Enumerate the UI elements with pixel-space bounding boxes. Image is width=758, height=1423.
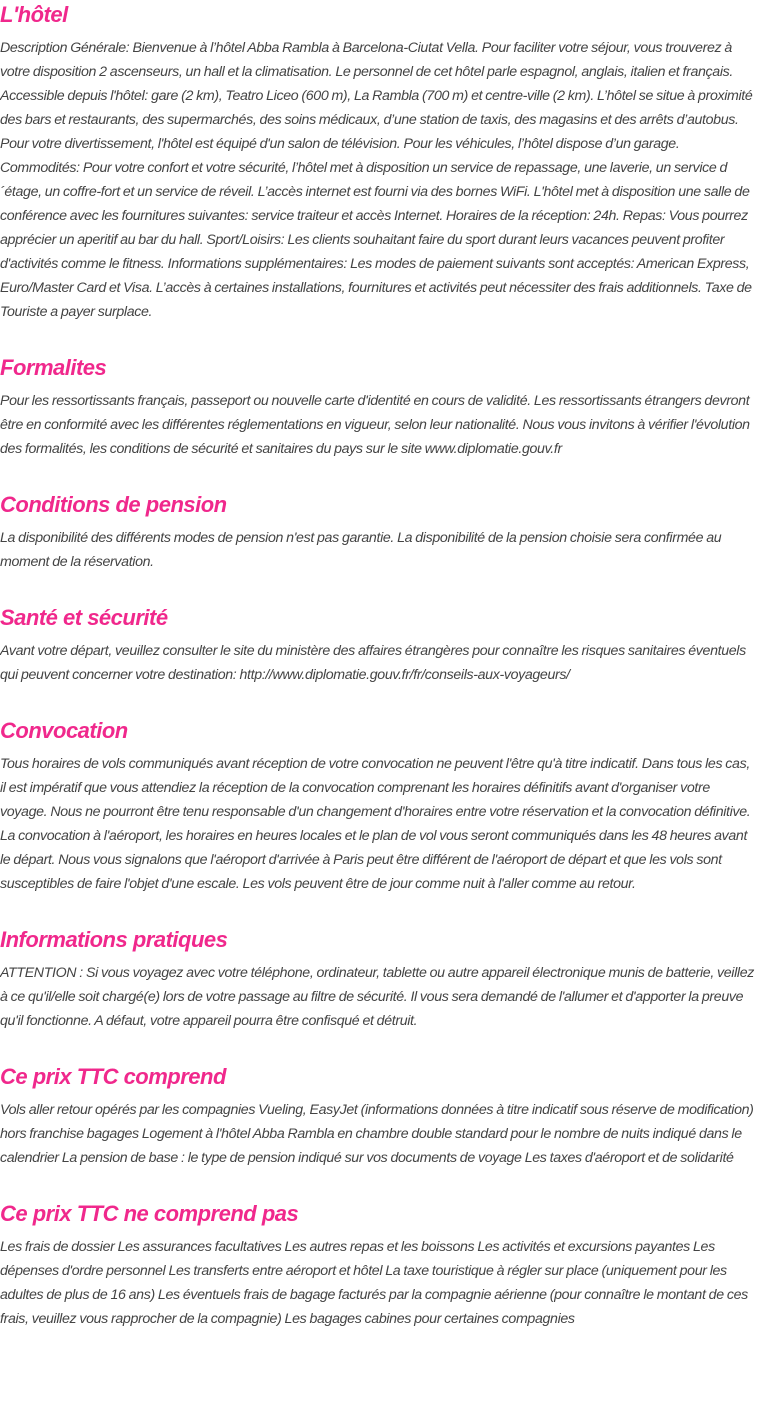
section-body-prix-ne-comprend-pas: Les frais de dossier Les assurances facultatives Les autres repas et les boissons Les activités et excursions payantes Les dépenses d'ordre personnel Les transferts entre aéroport et hôtel La taxe touristique à régler sur place (uniquement pour les adultes de plus de 16 ans) Les éventuels frais de bagage facturés par la compagnie aérienne (pour connaître le montant de ces frais, veuillez vous rapprocher de la compagnie) Les bagages cabines pour certaines compagnies [0,1239,748,1327]
section-body-informations-pratiques: ATTENTION : Si vous voyagez avec votre téléphone, ordinateur, tablette ou autre appareil électronique munis de batterie, veillez à ce qu'il/elle soit chargé(e) lors de votre passage au filtre de sécurité. Il vous sera demandé de l'allumer et d'apporter la preuve qu'il fonctionne. A défaut, votre appareil pourra être confisqué et détruit. [0,965,754,1029]
section-spacer [0,574,758,603]
section-conditions-pension [0,490,758,574]
section-body-hotel: Description Générale: Bienvenue à l’hôtel Abba Rambla à Barcelona-Ciutat Vella. Pour faciliter votre séjour, vous trouverez à votre disposition 2 ascenseurs, un hall et la climatisation. Le personnel de cet hôtel parle espagnol, anglais, italien et français. Accessible depuis l'hôtel: gare (2 km), Teatro Liceo (600 m), La Rambla (700 m) et centre-ville (2 km). L’hôtel se situe à proximité des bars et restaurants, des supermarchés, des soins médicaux, d’une station de taxis, des magasins et des arrêts d’autobus. Pour votre divertissement, l'hôtel est équipé d'un salon de télévision. Pour les véhicules, l’hôtel dispose d’un garage. Commodités: Pour votre confort et votre sécurité, l’hôtel met à disposition un service de repassage, une laverie, un service d´étage, un coffre-fort et un service de réveil. L’accès internet est fourni via des bornes WiFi. L'hôtel met à disposition une salle de conférence avec les fournitures suivantes: service traiteur et accès Internet. Horaires de la réception: 24h. Repas: Vous pourrez apprécier un aperitif au bar du hall. Sport/Loisirs: Les clients souhaitant faire du sport durant leurs vacances peuvent profiter d'activités comme le fitness. Informations supplémentaires: Les modes de paiement suivants sont acceptés: American Express, Euro/Master Card et Visa. L’accès à certaines installations, fournitures et activités peut nécessiter des frais additionnels. Taxe de Touriste a payer surplace. [0,40,753,320]
section-spacer [0,896,758,925]
section-spacer [0,1033,758,1062]
section-title-prix-comprend: Ce prix TTC comprend [0,1064,226,1089]
section-body-formalites: Pour les ressortissants français, passeport ou nouvelle carte d'identité en cours de validité. Les ressortissants étrangers devront être en conformité avec les différentes réglementations en vigueur, selon leur nationalité. Nous vous invitons à vérifier l'évolution des formalités, les conditions de sécurité et sanitaires du pays sur le site www.diplomatie.gouv.fr [0,393,750,457]
section-title-hotel: L'hôtel [0,2,68,27]
section-hotel [0,0,758,324]
section-title-sante-securite: Santé et sécurité [0,605,168,630]
section-prix-ne-comprend-pas [0,1199,758,1331]
section-spacer [0,461,758,490]
section-body-convocation: Tous horaires de vols communiqués avant réception de votre convocation ne peuvent l'être qu'à titre indicatif. Dans tous les cas, il est impératif que vous attendiez la réception de la convocation comprenant les horaires définitifs avant d'organiser votre voyage. Nous ne pourront être tenu responsable d'un changement d'horaires entre votre réservation et la convocation définitive. La convocation à l'aéroport, les horaires en heures locales et le plan de vol vous seront communiqués dans les 48 heures avant le départ. Nous vous signalons que l'aéroport d'arrivée à Paris peut être différent de l'aéroport de départ et que les vols sont susceptibles de faire l'objet d'une escale. Les vols peuvent être de jour comme nuit à l'aller comme au retour. [0,756,751,892]
section-spacer [0,1170,758,1199]
section-body-sante-securite: Avant votre départ, veuillez consulter le site du ministère des affaires étrangères pour connaître les risques sanitaires éventuels qui peuvent concerner votre destination: http://www.diplomatie.gouv.fr/fr/conseils-aux-voyageurs/ [0,643,746,683]
section-convocation [0,716,758,896]
section-informations-pratiques [0,925,758,1033]
section-title-conditions-pension: Conditions de pension [0,492,227,517]
section-title-prix-ne-comprend-pas: Ce prix TTC ne comprend pas [0,1201,299,1226]
section-prix-comprend [0,1062,758,1170]
section-title-convocation: Convocation [0,718,128,743]
section-title-informations-pratiques: Informations pratiques [0,927,228,952]
section-formalites [0,353,758,461]
section-sante-securite [0,603,758,687]
section-spacer [0,687,758,716]
section-body-conditions-pension: La disponibilité des différents modes de pension n'est pas garantie. La disponibilité de la pension choisie sera confirmée au moment de la réservation. [0,530,722,570]
section-title-formalites: Formalites [0,355,107,380]
section-body-prix-comprend: Vols aller retour opérés par les compagnies Vueling, EasyJet (informations données à titre indicatif sous réserve de modification) hors franchise bagages Logement à l'hôtel Abba Rambla en chambre double standard pour le nombre de nuits indiqué dans le calendrier La pension de base : le type de pension indiqué sur vos documents de voyage Les taxes d'aéroport et de solidarité [0,1102,754,1166]
section-spacer [0,324,758,353]
